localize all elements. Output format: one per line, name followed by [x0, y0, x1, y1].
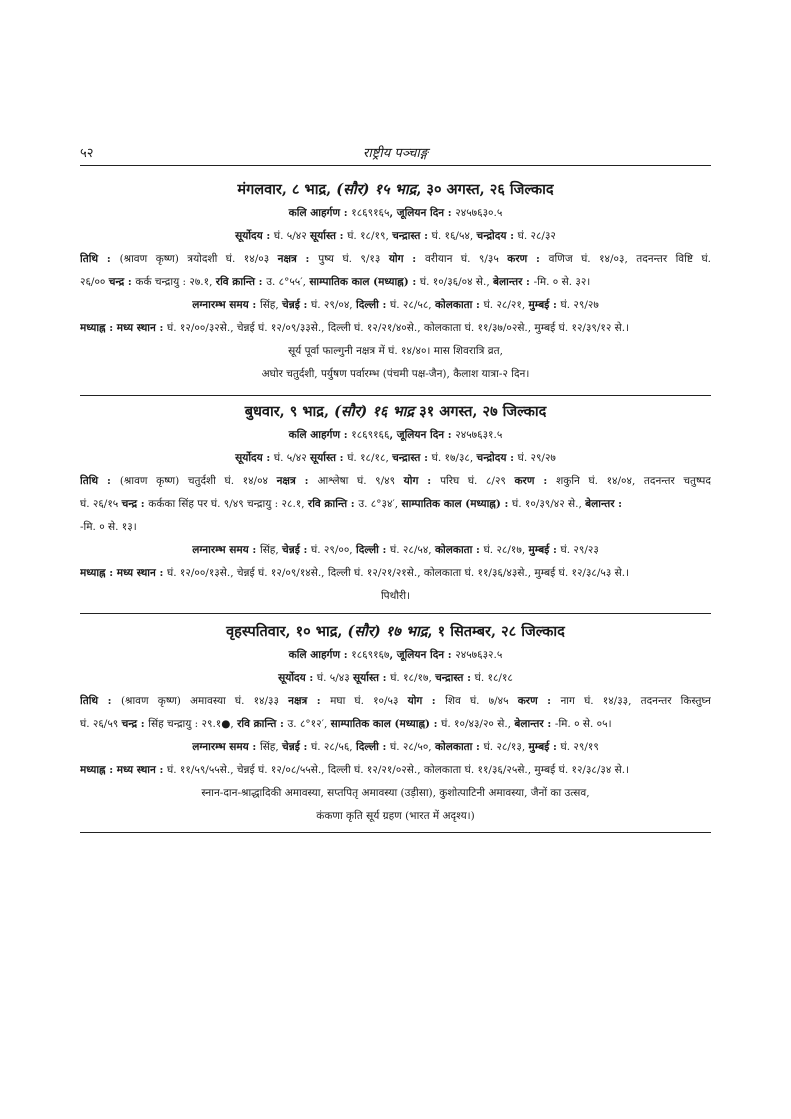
lagna-line: लग्नारम्भ समय : सिंह, चेन्नई : घं. २८/५६, दिल्ली : घं. २८/५०, कोलकाता : घं. २८/१३, मुम्बई : घं. २९/१९: [192, 741, 599, 753]
festival-note: कंकणा कृति सूर्य ग्रहण (भारत में अदृश्य।): [316, 810, 475, 822]
day-block-3: [80, 620, 711, 828]
lagna-line: लग्नारम्भ समय : सिंह, चेन्नई : घं. २९/००, दिल्ली : घं. २८/५४, कोलकाता : घं. २८/१७, मुम्बई : घं. २९/२३: [192, 544, 599, 556]
day-heading: मंगलवार, ८ भाद्र, (सौर) १५ भाद्र, ३० अगस्त, २६ जिल्काद: [237, 181, 554, 198]
sunrise-line: सूर्योदय : घं. ५/४३ सूर्यास्त : घं. १८/१७, चन्द्रास्त : घं. १८/१८: [278, 672, 513, 684]
festival-note: पिथौरी।: [380, 590, 411, 602]
festival-note: स्नान-दान-श्राद्धादिकी अमावस्या, सप्तपितृ अमावस्या (उड़ीसा), कुशोत्पाटिनी अमावस्या, जैनों का उत्सव,: [201, 787, 590, 799]
madhyahna-line: मध्याह्न : मध्य स्थान : घं. ११/५९/५५से., चेन्नई घं. १२/०८/५५से., दिल्ली घं. १२/२१/०२से., कोलकाता घं. ११/३६/२५से., मुम्बई घं. १२/३८/३४ से.।: [80, 764, 630, 776]
day-heading: बुधवार, ९ भाद्र, (सौर) १६ भाद्र ३१ अगस्त, २७ जिल्काद: [244, 403, 547, 420]
day-divider: [80, 613, 711, 614]
day-divider: [80, 395, 711, 396]
kali-ahargana-line: कलि आहर्गण : १८६९१६७, जूलियन दिन : २४५७६३२.५: [288, 649, 503, 661]
tithi-line-1: तिथि : (श्रावण कृष्ण) चतुर्दशी घं. १४/०४ नक्षत्र : आश्लेषा घं. ९/४९ योग : परिघ घं. ८/२९ करण : शकुनि घं. १४/०४, तदनन्तर चतुष्पद: [80, 475, 711, 487]
madhyahna-line: मध्याह्न : मध्य स्थान : घं. १२/००/१३से., चेन्नई घं. १२/०९/१४से., दिल्ली घं. १२/२१/२१से., कोलकाता घं. ११/३६/४३से., मुम्बई घं. १२/३८/५३ से.।: [80, 567, 630, 579]
tithi-line-2: २६/०० चन्द्र : कर्क चन्द्रायु : २७.१, रवि क्रान्ति : उ. ८°५५′, साम्पातिक काल (मध्याह्न) : घं. १०/३६/०४ से., बेलान्तर : -मि. ० से. ३२।: [80, 276, 591, 288]
madhyahna-line: मध्याह्न : मध्य स्थान : घं. १२/००/३२से., चेन्नई घं. १२/०९/३३से., दिल्ली घं. १२/२१/४०से., कोलकाता घं. ११/३७/०२से., मुम्बई घं. १२/३९/१२ से.।: [80, 322, 630, 334]
page-number: ५२: [80, 146, 94, 161]
kali-ahargana-line: कलि आहर्गण : १८६९१६५, जूलियन दिन : २४५७६३०.५: [288, 207, 503, 219]
tithi-line-2: घं. २६/५९ चन्द्र : सिंह चन्द्रायु : २९.१●, रवि क्रान्ति : उ. ८°१२′, साम्पातिक काल (मध्याह्न) : घं. १०/४३/२० से., बेलान्तर : -मि. ० से. ०५।: [80, 718, 612, 730]
day-block-1: [80, 178, 711, 386]
tithi-line-3: -मि. ० से. १३।: [80, 521, 137, 533]
tithi-line-1: तिथि : (श्रावण कृष्ण) त्रयोदशी घं. १४/०३ नक्षत्र : पुष्य घं. ९/१३ योग : वरीयान घं. ९/३५ करण : वणिज घं. १४/०३, तदनन्तर विष्टि घं.: [80, 253, 711, 265]
festival-note: अघोर चतुर्दशी, पर्युषण पर्वारम्भ (पंचमी पक्ष-जैन), कैलाश यात्रा-२ दिन।: [261, 368, 530, 380]
day-block-2: [80, 400, 711, 608]
running-title: राष्ट्रीय पञ्चाङ्ग: [363, 146, 428, 161]
tithi-line-2: घं. २६/१५ चन्द्र : कर्कका सिंह पर घं. ९/४९ चन्द्रायु : २८.१, रवि क्रान्ति : उ. ८°३४′, साम्पातिक काल (मध्याह्न) : घं. १०/३९/४२ से., बेलान्तर :: [80, 498, 623, 510]
header-rule: [80, 165, 711, 166]
sunrise-line: सूर्योदय : घं. ५/४२ सूर्यास्त : घं. १८/१८, चन्द्रास्त : घं. १७/३८, चन्द्रोदय : घं. २९/२७: [235, 452, 556, 464]
day-divider: [80, 832, 711, 833]
sunrise-line: सूर्योदय : घं. ५/४२ सूर्यास्त : घं. १८/१९, चन्द्रास्त : घं. १६/५४, चन्द्रोदय : घं. २८/३२: [235, 230, 556, 242]
day-heading: वृहस्पतिवार, १० भाद्र, (सौर) १७ भाद्र, १ सितम्बर, २८ जिल्काद: [226, 623, 565, 640]
kali-ahargana-line: कलि आहर्गण : १८६९१६६, जूलियन दिन : २४५७६३१.५: [288, 429, 503, 441]
lagna-line: लग्नारम्भ समय : सिंह, चेन्नई : घं. २९/०४, दिल्ली : घं. २८/५८, कोलकाता : घं. २८/२१, मुम्बई : घं. २९/२७: [192, 299, 599, 311]
festival-note: सूर्य पूर्वा फाल्गुनी नक्षत्र में घं. १४/४०। मास शिवरात्रि व्रत,: [288, 345, 503, 357]
tithi-line-1: तिथि : (श्रावण कृष्ण) अमावस्या घं. १४/३३ नक्षत्र : मघा घं. १०/५३ योग : शिव घं. ७/४५ करण : नाग घं. १४/३३, तदनन्तर किस्तुघ्न: [80, 695, 711, 707]
